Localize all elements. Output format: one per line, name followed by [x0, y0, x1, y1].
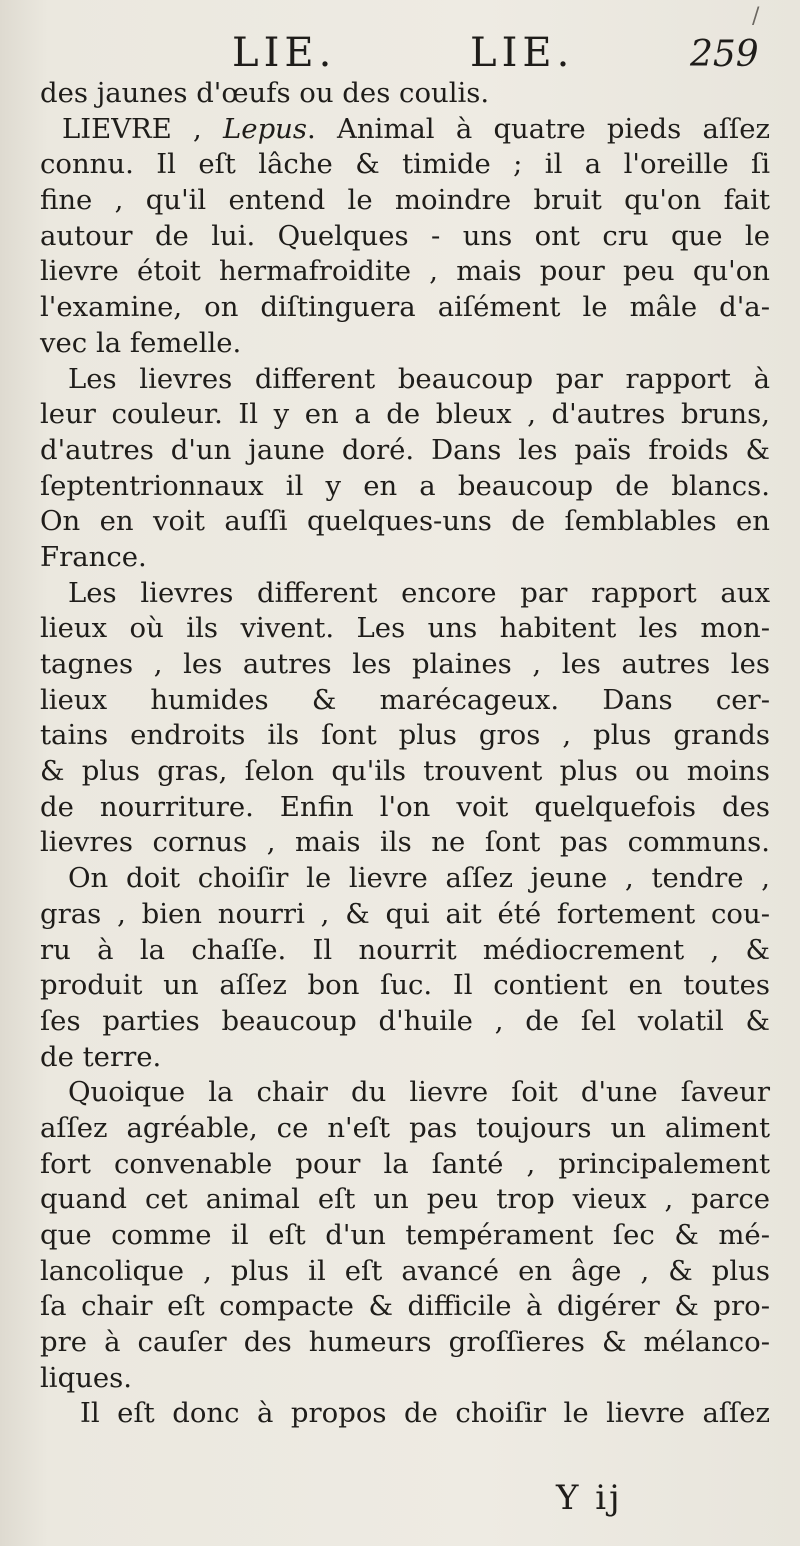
text-line: produit un aſſez bon ſuc. Il contient en toutes	[40, 969, 770, 1002]
text-line: tagnes , les autres les plaines , les autres les	[40, 648, 770, 680]
text-line: Quoique la chair du lievre ſoit d'une ſaveur	[68, 1076, 770, 1109]
text-line: lieux où ils vivent. Les uns habitent les mon-	[40, 612, 770, 645]
text-line: tains endroits ils ſont plus gros , plus grands	[40, 719, 770, 752]
latin-name: Lepus	[223, 112, 307, 145]
text-line: Les lievres different beaucoup par rapport à	[68, 362, 770, 395]
page-number: 259	[690, 34, 759, 75]
text-line	[40, 112, 770, 148]
text-line: l'examine, on diſtinguera aiſément le mâle d'a-	[40, 291, 770, 324]
text-line: connu. Il eſt lâche & timide ; il a l'oreille ſi	[40, 148, 770, 181]
text-line: ſa chair eſt compacte & difficile à digérer & pro-	[40, 1290, 770, 1323]
text-line: On doit choiſir le lievre aſſez jeune , tendre ,	[68, 862, 770, 895]
text-line-part: . Animal à quatre pieds aſſez	[307, 112, 770, 145]
text-line: des jaunes d'œufs ou des coulis.	[40, 77, 490, 109]
text-line: lievre étoit hermafroidite , mais pour peu qu'on	[40, 255, 770, 288]
text-line: d'autres d'un jaune doré. Dans les païs froids &	[40, 433, 770, 466]
header-right-title: LIE.	[470, 30, 575, 76]
text-line: fort convenable pour la ſanté , principalement	[40, 1147, 770, 1180]
running-header	[0, 30, 800, 80]
text-line: fine , qu'il entend le moindre bruit qu'on fait	[40, 184, 770, 217]
text-line: quand cet animal eſt un peu trop vieux , parce	[40, 1183, 770, 1216]
text-line-part: LIEVRE ,	[62, 112, 224, 145]
text-line: lieux humides & marécageux. Dans cer-	[40, 683, 770, 716]
text-line: On en voit auſſi quelques-uns de ſemblables en	[40, 505, 770, 538]
text-line: leur couleur. Il y en a de bleux , d'autres bruns,	[40, 398, 770, 431]
text-line: France.	[40, 540, 147, 573]
text-line: aſſez agréable, ce n'eſt pas toujours un aliment	[40, 1111, 770, 1144]
text-line: vec la femelle.	[40, 326, 242, 359]
text-line: autour de lui. Quelques - uns ont cru que le	[40, 219, 770, 252]
text-line: lievres cornus , mais ils ne ſont pas communs.	[40, 826, 770, 859]
text-line: liques.	[40, 1361, 133, 1394]
text-line: gras , bien nourri , & qui ait été fortement cou-	[40, 897, 770, 930]
text-line: ſeptentrionnaux il y en a beaucoup de blancs.	[40, 469, 770, 502]
signature-mark: Y ij	[556, 1478, 623, 1518]
header-left-title: LIE.	[232, 30, 337, 76]
text-line: lancolique , plus il eſt avancé en âge , & plus	[40, 1254, 770, 1287]
text-line: de nourriture. Enfin l'on voit quelquefois des	[40, 790, 770, 823]
text-line: Les lievres different encore par rapport aux	[68, 576, 770, 609]
text-line: Il eſt donc à propos de choiſir le lievre aſſez	[80, 1397, 770, 1430]
text-line: ſes parties beaucoup d'huile , de ſel volatil &	[40, 1004, 770, 1037]
text-line: ru à la chaſſe. Il nourrit médiocrement , &	[40, 933, 770, 966]
text-line: & plus gras, ſelon qu'ils trouvent plus ou moins	[40, 755, 770, 788]
margin-mark: /	[752, 4, 760, 29]
text-line: de terre.	[40, 1040, 162, 1073]
text-line: que comme il eſt d'un tempérament ſec & mé-	[40, 1219, 770, 1251]
body-text	[40, 76, 770, 1432]
text-line: pre à cauſer des humeurs groſſieres & mélanco-	[40, 1326, 770, 1359]
